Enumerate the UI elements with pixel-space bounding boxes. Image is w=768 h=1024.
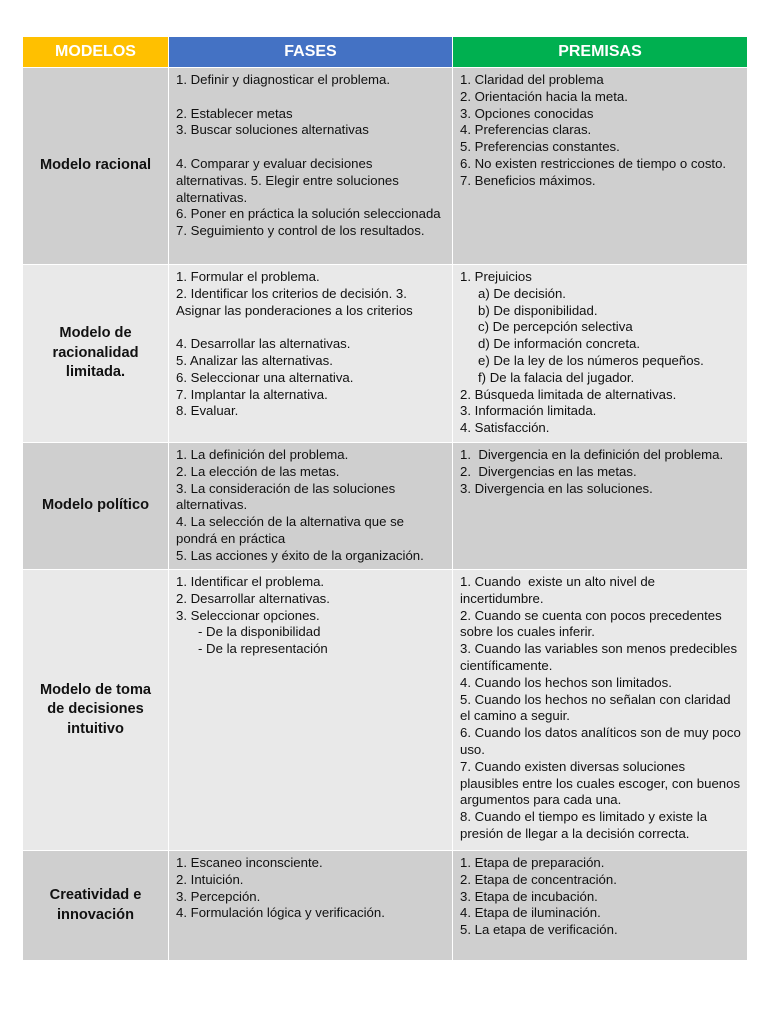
premise-item: 6. Cuando los datos analíticos son de muy poco uso. — [460, 725, 745, 757]
premise-item: 3. Etapa de incubación. — [460, 888, 598, 904]
premise-item: 2. Búsqueda limitada de alternativas. — [460, 386, 677, 402]
premise-item: 7. Beneficios máximos. — [460, 172, 596, 188]
premise-item: 2. Cuando se cuenta con pocos precedentes sobre los cuales inferir. — [460, 607, 726, 640]
premise-item: 4. Satisfacción. — [460, 420, 550, 436]
spacer — [176, 139, 446, 156]
phase-item: 3. La consideración de las soluciones alternativas. — [176, 480, 399, 513]
phase-item: 3. Seleccionar opciones. — [176, 607, 320, 623]
premise-subitem: b) De disponibilidad. — [478, 302, 598, 318]
model-name: Modelo de racionalidad limitada. — [23, 265, 169, 443]
premise-item: 1. Cuando existe un alto nivel de incertidumbre. — [460, 574, 659, 606]
phase-item: 2. Establecer metas — [176, 105, 293, 121]
phase-item: 5. Las acciones y éxito de la organización. — [176, 547, 424, 563]
phase-item: 3. Buscar soluciones alternativas — [176, 122, 369, 138]
premise-item: 2. Divergencias en las metas. — [460, 463, 637, 479]
phase-item: 4. La selección de la alternativa que se pondrá en práctica — [176, 514, 408, 546]
decision-models-table — [22, 36, 748, 961]
premise-item: 4. Etapa de iluminación. — [460, 905, 601, 921]
header-premises: PREMISAS — [453, 37, 748, 68]
table-row — [23, 570, 748, 851]
phase-item: 1. Escaneo inconsciente. — [176, 855, 323, 870]
premise-item: 1. Divergencia en la definición del problema. — [460, 447, 724, 462]
phase-item: 6. Seleccionar una alternativa. — [176, 369, 354, 385]
phase-item: 4. Comparar y evaluar decisiones alternativas. 5. Elegir entre soluciones alternativas. — [176, 155, 403, 205]
premise-subitem: e) De la ley de los números pequeños. — [478, 352, 704, 368]
phase-item: 2. Identificar los criterios de decisión. 3. Asignar las ponderaciones a los criterios — [176, 285, 413, 318]
premise-item: 5. La etapa de verificación. — [460, 922, 618, 938]
model-name: Modelo de toma de decisiones intuitivo — [23, 570, 169, 851]
premises-cell — [453, 68, 748, 265]
phase-item: 1. La definición del problema. — [176, 447, 349, 462]
header-row — [23, 37, 748, 68]
premises-cell — [453, 851, 748, 961]
phase-item: 5. Analizar las alternativas. — [176, 352, 333, 368]
phase-item: 6. Poner en práctica la solución seleccionada — [176, 206, 441, 222]
phases-cell — [169, 265, 453, 443]
phase-item: 1. Formular el problema. — [176, 269, 320, 284]
table-row — [23, 851, 748, 961]
phase-item: 1. Definir y diagnosticar el problema. — [176, 72, 391, 87]
premise-subitem: f) De la falacia del jugador. — [478, 369, 635, 385]
model-name: Modelo racional — [23, 68, 169, 265]
table-row — [23, 443, 748, 570]
table-row — [23, 265, 748, 443]
spacer — [176, 89, 446, 106]
phase-item: 7. Seguimiento y control de los resultados. — [176, 223, 425, 239]
phases-cell — [169, 68, 453, 265]
phase-item: 4. Formulación lógica y verificación. — [176, 905, 385, 921]
phase-item: 7. Implantar la alternativa. — [176, 386, 328, 402]
premise-subitem: d) De información concreta. — [478, 336, 640, 352]
premises-cell — [453, 570, 748, 851]
premise-item: 3. Divergencia en las soluciones. — [460, 480, 653, 496]
premise-item: 5. Preferencias constantes. — [460, 139, 620, 155]
phase-subitem: - De la disponibilidad — [198, 624, 321, 640]
premise-subitem: a) De decisión. — [478, 285, 566, 301]
premises-cell — [453, 443, 748, 570]
header-phases: FASES — [169, 37, 453, 68]
phases-cell — [169, 851, 453, 961]
phase-item: 2. La elección de las metas. — [176, 463, 340, 479]
phase-item: 2. Intuición. — [176, 871, 244, 887]
spacer — [176, 319, 446, 336]
premise-item: 1. Prejuicios — [460, 269, 532, 284]
premise-subitem: c) De percepción selectiva — [478, 319, 633, 335]
phase-item: 3. Percepción. — [176, 888, 261, 904]
premise-item: 3. Opciones conocidas — [460, 105, 594, 121]
premises-cell — [453, 265, 748, 443]
premise-item: 1. Etapa de preparación. — [460, 855, 605, 870]
premise-item: 3. Cuando las variables son menos predecibles científicamente. — [460, 641, 741, 673]
phase-item: 8. Evaluar. — [176, 403, 239, 419]
phases-cell — [169, 443, 453, 570]
premise-item: 2. Orientación hacia la meta. — [460, 88, 628, 104]
premise-item: 5. Cuando los hechos no señalan con claridad el camino a seguir. — [460, 691, 735, 724]
phase-item: 4. Desarrollar las alternativas. — [176, 336, 351, 352]
premise-item: 1. Claridad del problema — [460, 72, 604, 87]
premise-item: 3. Información limitada. — [460, 403, 597, 419]
phase-subitem: - De la representación — [198, 641, 328, 657]
phases-cell — [169, 570, 453, 851]
table-row — [23, 68, 748, 265]
phase-item: 2. Desarrollar alternativas. — [176, 590, 330, 606]
model-name: Modelo político — [23, 443, 169, 570]
premise-item: 4. Cuando los hechos son limitados. — [460, 674, 672, 690]
premise-item: 2. Etapa de concentración. — [460, 871, 617, 887]
model-name: Creatividad e innovación — [23, 851, 169, 961]
premise-item: 7. Cuando existen diversas soluciones plausibles entre los cuales escoger, con buenos argumentos para cada una. — [460, 758, 744, 808]
phase-item: 1. Identificar el problema. — [176, 574, 325, 589]
premise-item: 8. Cuando el tiempo es limitado y existe la presión de llegar a la decisión correcta. — [460, 809, 711, 841]
header-models: MODELOS — [23, 37, 169, 68]
premise-item: 6. No existen restricciones de tiempo o costo. — [460, 155, 727, 171]
premise-item: 4. Preferencias claras. — [460, 122, 592, 138]
